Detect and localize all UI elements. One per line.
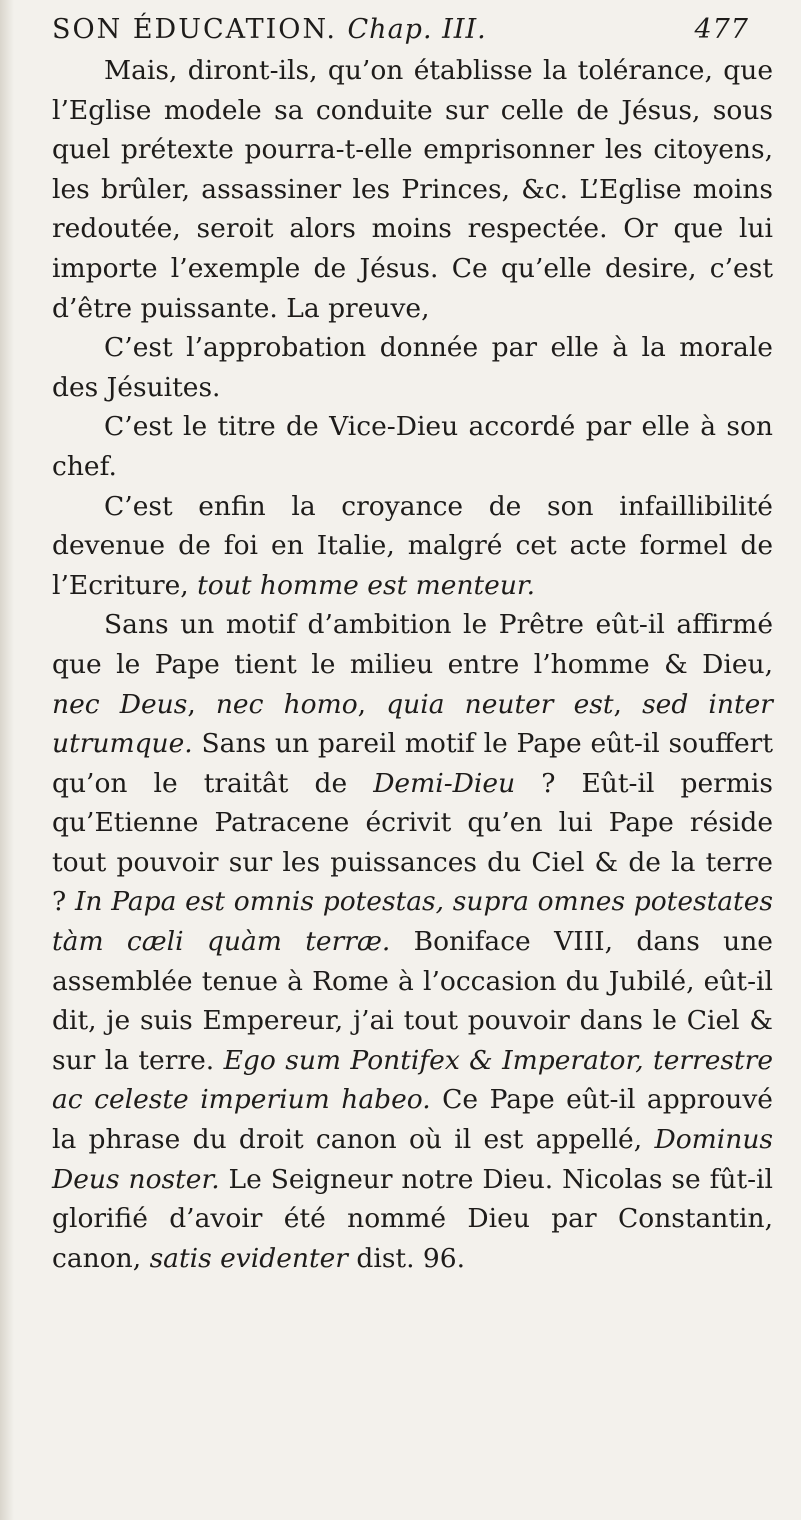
italic-run: Dominus Deus noster.	[52, 1124, 773, 1195]
text-run: dist. 96.	[347, 1242, 466, 1274]
italic-run: nec homo	[215, 688, 358, 720]
text-run: C’est enfin la croyance de son infaillibilité devenue de foi en Italie, malgré cet acte formel de l’Ecriture,	[52, 490, 773, 601]
paragraph	[52, 487, 773, 606]
text-run: ? Eût-il permis qu’Etienne Patracene écrivit qu’en lui Pape réside tout pouvoir sur les puissances du Ciel & de la terre ?	[52, 767, 773, 918]
italic-run: tout homme est menteur.	[197, 569, 536, 601]
text-run: Mais, diront-ils, qu’on établisse la tolérance, que l’Eglise modele sa conduite sur celle de Jésus, sous quel prétexte pourra-t-elle emprisonner les citoyens, les brûler, assassiner les Princes, &c. L’Eglise moins redoutée, seroit alors moins respectée. Or que lui importe l’exemple de Jésus. Ce qu’elle desire, c’est d’être puissante. La preuve,	[52, 55, 773, 324]
text-run: ,	[613, 688, 643, 720]
italic-run: Ego sum Pontifex & Imperator, terrestre ac celeste imperium habeo.	[52, 1044, 773, 1116]
running-head	[52, 14, 773, 45]
italic-run: In Papa est omnis potestas, supra omnes potestates tàm cæli quàm terræ.	[52, 886, 773, 958]
italic-run: nec Deus	[52, 688, 188, 720]
text-run: C’est le titre de Vice-Dieu accordé par elle à son chef.	[52, 411, 773, 482]
italic-run: satis evidenter	[149, 1242, 348, 1274]
page-gutter-shadow	[0, 0, 14, 1520]
paragraph	[52, 605, 773, 1278]
text-run: Le Seigneur notre Dieu. Nicolas se fût-il glorifié d’avoir été nommé Dieu par Constantin, canon,	[52, 1163, 773, 1274]
page-number: 477	[694, 14, 749, 45]
text-run: C’est l’approbation donnée par elle à la morale des Jésuites.	[52, 332, 773, 403]
text-run: Sans un motif d’ambition le Prêtre eût-il affirmé que le Pape tient le milieu entre l’homme & Dieu,	[52, 609, 773, 680]
text-run: Boniface VIII, dans une assemblée tenue à Rome à l’occasion du Jubilé, eût-il dit, je suis Empereur, j’ai tout pouvoir dans le Ciel & sur la terre.	[52, 926, 773, 1076]
running-title: SON ÉDUCATION.	[52, 14, 337, 45]
paragraph	[52, 328, 773, 407]
body-text	[52, 51, 773, 1278]
text-run: Sans un pareil motif le Pape eût-il souffert qu’on le traitât de	[52, 728, 773, 799]
italic-run: sed inter utrumque.	[52, 688, 773, 760]
chapter-label: Chap. III.	[347, 14, 487, 45]
paragraph	[52, 407, 773, 486]
text-run: ,	[187, 688, 216, 720]
text-run: Ce Pape eût-il approuvé la phrase du droit canon où il est appellé,	[52, 1084, 773, 1156]
italic-run: Demi-Dieu	[373, 767, 516, 799]
italic-run: quia neuter est	[386, 688, 614, 720]
text-run: ,	[357, 688, 387, 720]
paragraph	[52, 51, 773, 328]
